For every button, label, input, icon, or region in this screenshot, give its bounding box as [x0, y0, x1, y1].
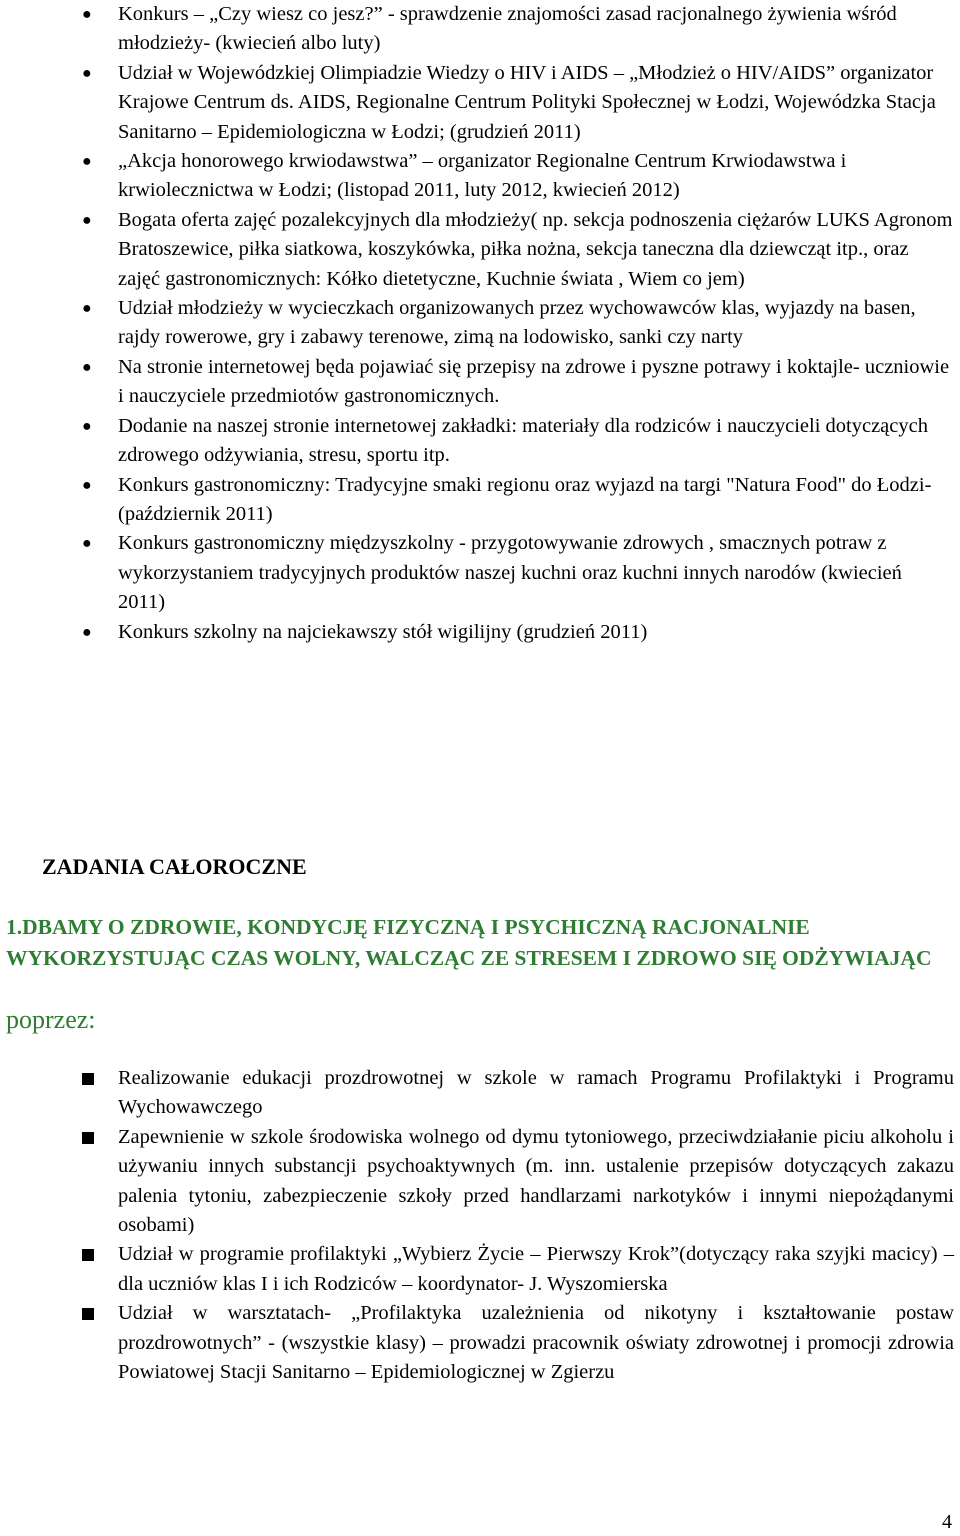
list-item: ● Konkurs – „Czy wiesz co jesz?” - sprawdzenie znajomości zasad racjonalnego żywienia wśród młodzieży- (kwiecień albo luty): [0, 0, 960, 59]
list-item: ● Udział młodzieży w wycieczkach organizowanych przez wychowawców klas, wyjazdy na basen, rajdy rowerowe, gry i zabawy terenowe, zimą na lodowisko, sanki czy narty: [0, 294, 960, 353]
square-bullet-icon: [82, 1073, 94, 1085]
round-bullet-icon: ●: [82, 623, 92, 641]
round-bullet-icon: ●: [82, 64, 92, 82]
round-bullet-icon: ●: [82, 476, 92, 494]
task-subtitle: poprzez:: [6, 1005, 96, 1034]
section-heading: ZADANIA CAŁOROCZNE: [42, 854, 307, 879]
list-item: ● „Akcja honorowego krwiodawstwa” – organizator Regionalne Centrum Krwiodawstwa i krwiolecznictwa w Łodzi; (listopad 2011, luty 2012, kwiecień 2012): [0, 147, 960, 206]
list-item: ● Na stronie internetowej będa pojawiać się przepisy na zdrowe i pyszne potrawy i koktajle- uczniowie i nauczyciele przedmiotów gastronomicznych.: [0, 353, 960, 412]
list-item: ● Udział w Wojewódzkiej Olimpiadzie Wiedzy o HIV i AIDS – „Młodzież o HIV/AIDS” organizator Krajowe Centrum ds. AIDS, Regionalne Centrum Polityki Społecznej w Łodzi, Wojewódzka Stacja Sanitarno – Epidemiologiczna w Łodzi; (grudzień 2011): [0, 59, 960, 147]
round-bullet-icon: ●: [82, 358, 92, 376]
list-item: Udział w warsztatach- „Profilaktyka uzależnienia od nikotyny i kształtowanie postaw prozdrowotnych” - (wszystkie klasy) – prowadzi pracownik oświaty zdrowotnej i promocji zdrowia Powiatowej Stacji Sanitarno – Epidemiologicznej w Zgierzu: [0, 1299, 960, 1387]
list-item: Zapewnienie w szkole środowiska wolnego od dymu tytoniowego, przeciwdziałanie piciu alkoholu i używaniu innych substancji psychoaktywnych (m. inn. ustalenie przepisów dotyczących zakazu palenia tytoniu, zabezpieczenie szkoły przed handlarzami narkotyków i innymi niepożądanymi osobami): [0, 1123, 960, 1241]
list-item: ● Dodanie na naszej stronie internetowej zakładki: materiały dla rodziców i nauczycieli dotyczących zdrowego odżywiania, stresu, sportu itp.: [0, 412, 960, 471]
square-bullet-icon: [82, 1249, 94, 1261]
page-number: 4: [942, 1511, 952, 1533]
activities-list: [0, 0, 960, 647]
list-item: ● Konkurs szkolny na najciekawszy stół wigilijny (grudzień 2011): [0, 618, 960, 647]
round-bullet-icon: ●: [82, 535, 92, 553]
list-item: ● Bogata oferta zajęć pozalekcyjnych dla młodzieży( np. sekcja podnoszenia ciężarów LUKS Agronom Bratoszewice, piłka siatkowa, koszykówka, piłka nożna, sekcja taneczna dla dziewcząt itp., oraz zajęć gastronomicznych: Kółko dietetyczne, Kuchnie świata , Wiem co jem): [0, 206, 960, 294]
list-item: Realizowanie edukacji prozdrowotnej w szkole w ramach Programu Profilaktyki i Programu Wychowawczego: [0, 1064, 960, 1123]
round-bullet-icon: ●: [82, 417, 92, 435]
task-title: 1.DBAMY O ZDROWIE, KONDYCJĘ FIZYCZNĄ I PSYCHICZNĄ RACJONALNIE WYKORZYSTUJĄC CZAS WOLNY, WALCZĄC ZE STRESEM I ZDROWO SIĘ ODŻYWIAJĄC: [6, 915, 932, 970]
round-bullet-icon: ●: [82, 153, 92, 171]
list-item: ● Konkurs gastronomiczny międzyszkolny - przygotowywanie zdrowych , smacznych potraw z wykorzystaniem tradycyjnych produktów naszej kuchni oraz kuchni innych narodów (kwiecień 2011): [0, 529, 960, 617]
list-item: Udział w programie profilaktyki „Wybierz Życie – Pierwszy Krok”(dotyczący raka szyjki macicy) – dla uczniów klas I i ich Rodziców – koordynator- J. Wyszomierska: [0, 1240, 960, 1299]
round-bullet-icon: ●: [82, 6, 92, 23]
list-item: ● Konkurs gastronomiczny: Tradycyjne smaki regionu oraz wyjazd na targi "Natura Food" do Łodzi- (październik 2011): [0, 471, 960, 530]
round-bullet-icon: ●: [82, 211, 92, 229]
tasks-list: [0, 1064, 960, 1387]
round-bullet-icon: ●: [82, 300, 92, 318]
square-bullet-icon: [82, 1308, 94, 1320]
square-bullet-icon: [82, 1132, 94, 1144]
